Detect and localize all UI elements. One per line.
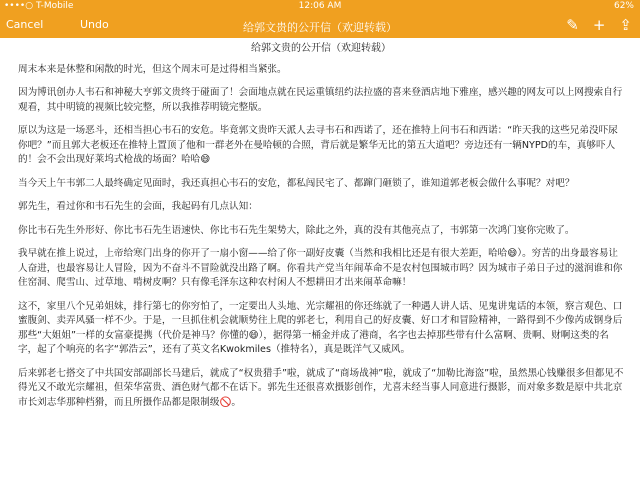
status-bar (0, 0, 640, 14)
plus-icon[interactable]: + (592, 16, 606, 34)
paragraph: 后来郭老七搭交了中共国安部副部长马建后，就成了“权贵猎手”啦，就成了“商场战神”啦，就成了“加勒比海盗”啦，虽然黑心钱赚很多但都见不得光又不敢光宗耀祖，但荣华富贵、酒色财气都不在话下。郭先生还很喜欢摄影创作，尤喜未经当事人同意进行摄影，而对象多数是原中共北京市长刘志华那种档猾，而且所摄作品都是限制级🚫。 (18, 367, 624, 408)
paragraph: 周末本来是休整和闲散的时光，但这个周末可是过得相当紧张。 (18, 63, 287, 75)
battery-indicator: 62% (613, 1, 634, 11)
navigation-bar (0, 14, 640, 38)
paragraph: 这不，家里八个兄弟姐妹，排行第七的你穷怕了，一定要出人头地、光宗耀祖的你还练就了一种遇人讲人话、见鬼讲鬼话的本领，察言观色、口蜜腹剑、卖弄风骚一样不少。于是，一旦抓住机会就顺势往上爬的郭老七，利用自己的好皮囊、好口才和冒险精神，一路得到不少像芮成钢身后那些“大姐姐”一样的女富豪提携（代价是神马？你懂的😄），据得第一桶金并成了港商，名字也去掉那些带有什么富啊、贵啊、财啊这类的名字，起了个响亮的名字“郭浩云”，还有了英文名Kwokmiles（推特名），真是既洋气又威风。 (18, 300, 623, 355)
paragraph: 你比韦石先生外形好、你比韦石先生语速快、你比韦石先生架势大，除此之外，真的没有其他亮点了，韦郭第一次鸿门宴你完败了。 (18, 224, 575, 236)
cancel-button[interactable]: Cancel (6, 18, 44, 31)
nav-title: 给郭文贵的公开信（欢迎转载） (243, 21, 397, 34)
paragraph: 郭先生，看过你和韦石先生的会面，我起码有几点认知： (18, 201, 258, 212)
paragraph: 因为博讯创办人韦石和神秘大亨郭文贵终于碰面了！会面地点就在民运重镇纽约法拉盛的喜来登酒店地下雅座，感兴趣的网友可以上网搜索自行观看，其中明镜的视频比较完整，所以我推荐明镜完整版。 (18, 87, 623, 113)
undo-button[interactable]: Undo (80, 18, 109, 31)
toolbar-icons (566, 16, 632, 34)
document-body[interactable] (18, 42, 624, 418)
document-title: 给郭文贵的公开信（欢迎转载） (251, 43, 391, 54)
share-icon[interactable]: ⇪ (619, 16, 632, 34)
status-time: 12:06 AM (298, 1, 342, 11)
carrier-signal: ••••○ T-Mobile (4, 1, 74, 11)
pen-icon[interactable]: ✎ (566, 16, 579, 34)
paragraph: 我早就在推上说过，上帝给寒门出身的你开了一扇小窗——给了你一副好皮囊（当然和我相比还是有很大差距，哈哈😄）。穷苦的出身最容易让人奋进，也最容易让人冒险，因为不奋斗不冒险就没出路了啊。你看共产党当年闹革命不是农村包围城市吗？因为城市子弟日子过的滋润谁和你住窑洞、爬雪山、过草地、啃树皮啊？只有像毛泽东这种农村闲人不想耕田才出来闹革命嘛！ (18, 248, 623, 288)
paragraph: 原以为这是一场恶斗，还相当担心韦石的安危。毕竟郭文贵昨天派人去寻韦石和西诺了，还在推特上问韦石和西诺：“昨天我的这些兄弟没吓尿你吧？”而且郭大老板还在推特上置顶了他和一群老外在曼哈顿的合照，背后就是繁华无比的第五大道吧？旁边还有一辆NYPD的车，真够吓人的！会不会出现好莱坞式枪战的场面？哈哈😄 (18, 125, 618, 165)
paragraph: 当今天上午韦郭二人最终确定见面时，我还真担心韦石的安危，都私闯民宅了、都蹿门砸锁了，谁知道郭老板会做什么事呢？对吧？ (18, 177, 575, 189)
